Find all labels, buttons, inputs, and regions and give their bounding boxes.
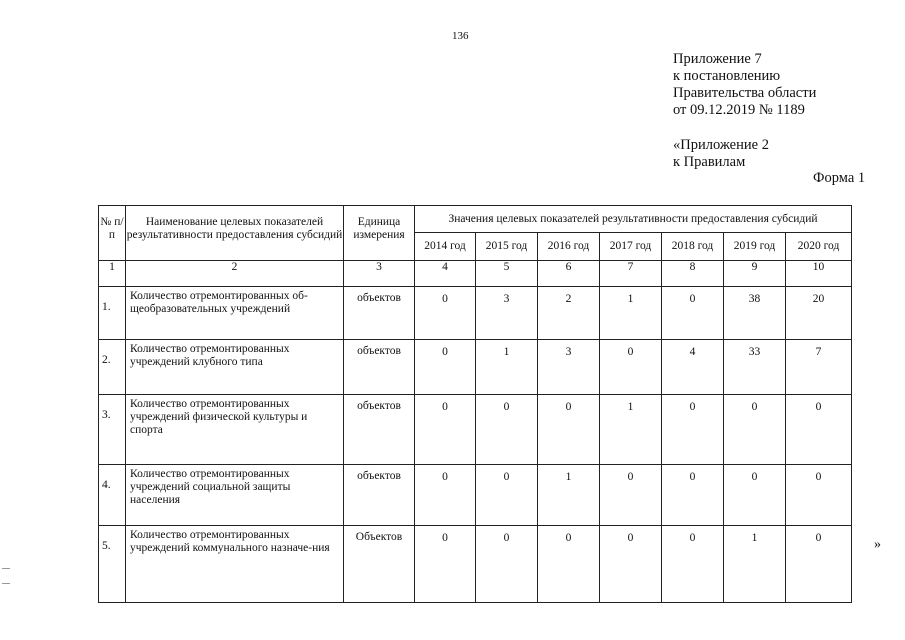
column-index: 8	[662, 261, 724, 287]
column-index: 4	[415, 261, 476, 287]
table-row	[99, 287, 852, 340]
value-cell: 7	[786, 340, 852, 395]
header-line: к постановлению	[673, 68, 781, 84]
value-cell: 0	[662, 287, 724, 340]
value-cell: 0	[724, 465, 786, 526]
value-cell: 38	[724, 287, 786, 340]
value-cell: 0	[538, 526, 600, 603]
col-header-num: № п/п	[99, 206, 126, 261]
appendix-line: «Приложение 2	[673, 137, 769, 153]
value-cell: 0	[538, 395, 600, 465]
indicator-name: Количество отремонтированных учреждений социальной защиты населения	[126, 465, 344, 526]
table-row	[99, 526, 852, 603]
form-label: Форма 1	[813, 170, 866, 186]
col-header-year: 2019 год	[724, 233, 786, 261]
table-row	[99, 395, 852, 465]
value-cell: 0	[600, 340, 662, 395]
column-index: 10	[786, 261, 852, 287]
appendix-line: к Правилам	[673, 154, 746, 170]
value-cell: 0	[662, 395, 724, 465]
value-cell: 0	[476, 465, 538, 526]
table-row	[99, 340, 852, 395]
value-cell: 0	[415, 465, 476, 526]
row-number: 2.	[99, 340, 126, 395]
table-row	[99, 465, 852, 526]
value-cell: 0	[662, 465, 724, 526]
value-cell: 1	[538, 465, 600, 526]
col-header-year: 2015 год	[476, 233, 538, 261]
value-cell: 1	[600, 287, 662, 340]
value-cell: 0	[415, 395, 476, 465]
value-cell: 0	[600, 526, 662, 603]
value-cell: 4	[662, 340, 724, 395]
unit-cell: Объектов	[344, 526, 415, 603]
value-cell: 0	[415, 340, 476, 395]
value-cell: 0	[662, 526, 724, 603]
col-header-values-group: Значения целевых показателей результативности предоставления субсидий	[415, 206, 852, 233]
column-index: 2	[126, 261, 344, 287]
value-cell: 3	[538, 340, 600, 395]
col-header-year: 2018 год	[662, 233, 724, 261]
col-header-year: 2017 год	[600, 233, 662, 261]
column-index: 9	[724, 261, 786, 287]
indicators-table	[98, 205, 852, 603]
value-cell: 0	[600, 465, 662, 526]
indicator-name: Количество отремонтированных учреждений клубного типа	[126, 340, 344, 395]
closing-quote: »	[874, 537, 881, 552]
row-number: 4.	[99, 465, 126, 526]
column-index: 1	[99, 261, 126, 287]
unit-cell: объектов	[344, 395, 415, 465]
value-cell: 0	[786, 395, 852, 465]
page-number: 136	[452, 30, 469, 42]
value-cell: 1	[724, 526, 786, 603]
value-cell: 1	[600, 395, 662, 465]
value-cell: 0	[476, 526, 538, 603]
value-cell: 3	[476, 287, 538, 340]
value-cell: 33	[724, 340, 786, 395]
column-index-row	[99, 261, 852, 287]
margin-mark	[2, 583, 10, 584]
row-number: 5.	[99, 526, 126, 603]
value-cell: 2	[538, 287, 600, 340]
column-index: 5	[476, 261, 538, 287]
value-cell: 0	[476, 395, 538, 465]
row-number: 3.	[99, 395, 126, 465]
spacer	[673, 119, 816, 137]
value-cell: 0	[786, 465, 852, 526]
column-index: 7	[600, 261, 662, 287]
value-cell: 0	[724, 395, 786, 465]
header-line: Приложение 7	[673, 51, 762, 67]
column-index: 6	[538, 261, 600, 287]
column-index: 3	[344, 261, 415, 287]
value-cell: 0	[415, 526, 476, 603]
indicator-name: Количество отремонтированных учреждений физической культуры и спорта	[126, 395, 344, 465]
appendix-header	[673, 51, 816, 171]
value-cell: 20	[786, 287, 852, 340]
header-line: Правительства области	[673, 85, 817, 101]
unit-cell: объектов	[344, 287, 415, 340]
row-number: 1.	[99, 287, 126, 340]
value-cell: 0	[786, 526, 852, 603]
indicator-name: Количество отремонтированных учреждений коммунального назначе-ния	[126, 526, 344, 603]
header-row	[99, 206, 852, 233]
col-header-year: 2016 год	[538, 233, 600, 261]
col-header-year: 2020 год	[786, 233, 852, 261]
value-cell: 1	[476, 340, 538, 395]
col-header-unit: Единица измерения	[344, 206, 415, 261]
value-cell: 0	[415, 287, 476, 340]
margin-mark	[2, 568, 10, 569]
unit-cell: объектов	[344, 340, 415, 395]
indicator-name: Количество отремонтированных об-щеобразовательных учреждений	[126, 287, 344, 340]
col-header-name: Наименование целевых показателей результативности предоставления субсидий	[126, 206, 344, 261]
unit-cell: объектов	[344, 465, 415, 526]
header-line: от 09.12.2019 № 1189	[673, 102, 805, 118]
col-header-year: 2014 год	[415, 233, 476, 261]
